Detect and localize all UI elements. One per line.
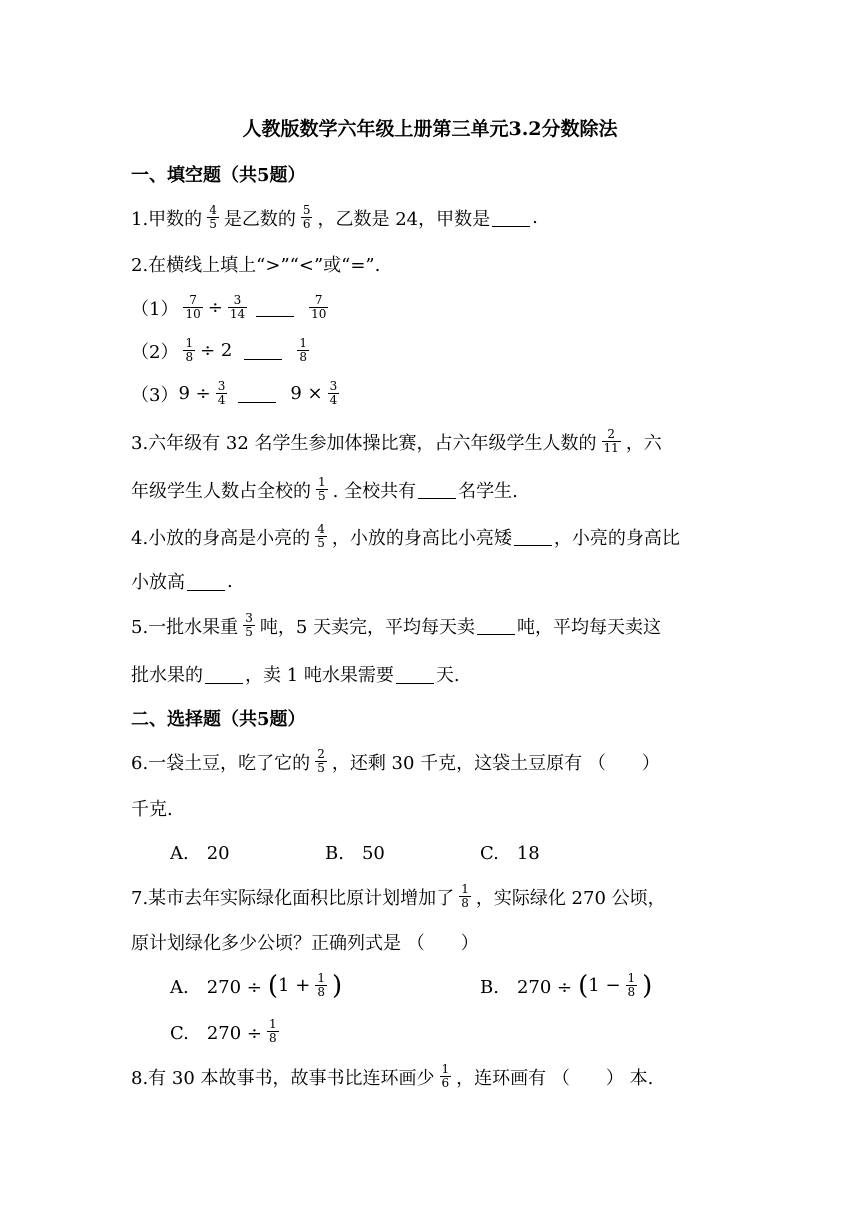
q3-text-a: 3.六年级有 32 名学生参加体操比赛，占六年级学生人数的 xyxy=(131,432,597,454)
q3-fraction-1: $\frac{2}{11}$ xyxy=(603,427,619,455)
q1-text-b: 是乙数的 xyxy=(223,208,296,230)
question-2-item-3 xyxy=(131,380,344,407)
question-2-intro: 2.在横线上填上“>”“<”或“=”. xyxy=(131,255,381,276)
q2-1-fraction-a: $\frac{7}{10}$ xyxy=(185,293,201,321)
q2-3-fraction-a: $\frac{3}{4}$ xyxy=(217,379,226,407)
q2-2-fraction-a: $\frac{1}{8}$ xyxy=(185,336,194,364)
q2-3-label: （3） xyxy=(131,384,179,406)
q6-text-c: ） xyxy=(641,752,660,774)
q5-fraction-1: $\frac{3}{5}$ xyxy=(245,611,253,639)
q6-fraction-1: $\frac{2}{5}$ xyxy=(317,747,325,775)
q5-text-c: 吨，平均每天卖这 xyxy=(517,616,662,638)
q7-text-a: 7.某市去年实际绿化面积比原计划增加了 xyxy=(131,887,455,909)
q6-text-a: 6.一袋土豆，吃了它的 xyxy=(131,752,311,774)
q6-text-b: ，还剩 30 千克，这袋土豆原有 （ xyxy=(331,752,606,774)
q1-fraction-2: $\frac{5}{6}$ xyxy=(302,203,311,231)
q3-text-d: . 全校共有 xyxy=(332,480,417,502)
q5-text-d: 批水果的 xyxy=(131,665,203,686)
q2-2-label: （2） xyxy=(131,341,179,363)
q6-option-b[interactable]: B. 50 xyxy=(325,843,385,864)
q8-text-b: ，连环画有 （ xyxy=(456,1067,570,1089)
q2-1-fraction-b: $\frac{3}{14}$ xyxy=(229,293,246,321)
question-8-line-1 xyxy=(131,1063,653,1090)
q4-fraction-1: $\frac{4}{5}$ xyxy=(317,522,325,550)
q5-answer-blank-3[interactable] xyxy=(396,665,434,684)
q3-text-b: ，六 xyxy=(625,432,662,454)
q5-text-a: 5.一批水果重 xyxy=(131,616,239,638)
question-2-item-1 xyxy=(131,294,333,321)
q2-1-answer-blank[interactable] xyxy=(256,298,294,317)
q7-c-prefix: C. 270 ÷ xyxy=(170,1022,263,1044)
q7-a-fraction: $\frac{1}{8}$ xyxy=(317,971,325,999)
question-6-line-1 xyxy=(131,748,660,775)
q3-text-e: 名学生. xyxy=(458,480,518,502)
q2-1-fraction-c: $\frac{7}{10}$ xyxy=(311,293,327,321)
q7-text-b: ，实际绿化 270 公顷， xyxy=(475,887,666,909)
q2-2-answer-blank[interactable] xyxy=(244,341,282,360)
q7-b-right-paren: ) xyxy=(642,970,653,1001)
q7-fraction-1: $\frac{1}{8}$ xyxy=(461,882,469,910)
q1-text-a: 1.甲数的 xyxy=(131,208,203,230)
q5-answer-blank-1[interactable] xyxy=(477,616,515,635)
q2-3-expr-a: 9 ÷ xyxy=(178,383,211,404)
q7-a-right-paren: ) xyxy=(331,970,343,1001)
q7-b-prefix: B. 270 ÷ xyxy=(480,976,573,998)
question-5-line-2 xyxy=(131,661,460,687)
q8-text-c: ） 本. xyxy=(605,1067,654,1089)
section-multiple-choice: 二、选择题（共5题） xyxy=(131,709,306,730)
q7-text-d: ） xyxy=(460,933,479,954)
q3-fraction-2: $\frac{1}{5}$ xyxy=(318,475,326,503)
question-4-line-1 xyxy=(131,523,680,550)
q1-text-c: ，乙数是 24，甲数是 xyxy=(317,208,491,230)
q4-text-e: . xyxy=(227,570,233,592)
q1-text-d: . xyxy=(532,207,538,228)
q3-answer-blank[interactable] xyxy=(418,480,456,499)
q4-answer-blank-2[interactable] xyxy=(187,572,225,591)
q4-text-d: 小放高 xyxy=(131,572,185,593)
q7-text-c: 原计划绿化多少公顷？正确列式是 （ xyxy=(131,933,425,954)
question-5-line-1 xyxy=(131,612,661,639)
q2-1-label: （1） xyxy=(131,298,179,320)
q2-2-fraction-c: $\frac{1}{8}$ xyxy=(299,336,307,364)
question-2-item-2 xyxy=(131,337,314,364)
section-fill-in-blank: 一、填空题（共5题） xyxy=(131,165,306,186)
q1-fraction-1: $\frac{4}{5}$ xyxy=(209,203,217,231)
q6-option-c[interactable]: C. 18 xyxy=(480,843,540,864)
q2-3-fraction-c: $\frac{3}{4}$ xyxy=(329,379,338,407)
question-3-line-2 xyxy=(131,476,518,503)
q7-option-b[interactable] xyxy=(480,972,652,999)
q4-text-a: 4.小放的身高是小亮的 xyxy=(131,527,311,549)
q2-1-operator: ÷ xyxy=(207,297,223,318)
q5-text-b: 吨，5 天卖完，平均每天卖 xyxy=(259,616,476,638)
question-6-line-2: 千克. xyxy=(131,799,173,820)
q2-3-expr-b: 9 × xyxy=(290,383,323,404)
q2-3-answer-blank[interactable] xyxy=(238,384,276,403)
q8-text-a: 8.有 30 本故事书，故事书比连环画少 xyxy=(131,1067,435,1089)
q3-text-c: 年级学生人数占全校的 xyxy=(131,480,311,502)
q6-option-a[interactable]: A. 20 xyxy=(170,843,230,864)
q7-a-prefix: A. 270 ÷ xyxy=(170,976,262,998)
q4-answer-blank-1[interactable] xyxy=(514,527,552,546)
q7-a-inner: 1 + xyxy=(278,975,311,996)
page-title: 人教版数学六年级上册第三单元3.2分数除法 xyxy=(242,118,618,140)
q4-text-c: ，小亮的身高比 xyxy=(553,527,680,549)
q2-2-operator: ÷ 2 xyxy=(200,340,233,361)
q7-b-inner: 1 − xyxy=(588,975,621,996)
question-7-line-1 xyxy=(131,883,666,910)
q7-a-left-paren: ( xyxy=(267,970,279,1001)
q7-option-a[interactable] xyxy=(170,972,342,999)
q7-c-fraction: $\frac{1}{8}$ xyxy=(269,1017,277,1045)
q5-text-f: 天. xyxy=(435,665,460,686)
q7-b-fraction: $\frac{1}{8}$ xyxy=(627,971,636,999)
question-7-line-2 xyxy=(131,929,479,955)
q5-answer-blank-2[interactable] xyxy=(205,665,243,684)
q1-answer-blank[interactable] xyxy=(492,208,530,227)
q7-b-left-paren: ( xyxy=(578,970,589,1001)
q7-option-c[interactable] xyxy=(170,1018,284,1045)
question-3-line-1 xyxy=(131,428,662,455)
question-1 xyxy=(131,204,538,231)
q5-text-e: ，卖 1 吨水果需要 xyxy=(245,665,394,686)
q8-fraction-1: $\frac{1}{6}$ xyxy=(441,1062,450,1090)
q4-text-b: ，小放的身高比小亮矮 xyxy=(331,527,512,549)
question-4-line-2 xyxy=(131,568,233,594)
